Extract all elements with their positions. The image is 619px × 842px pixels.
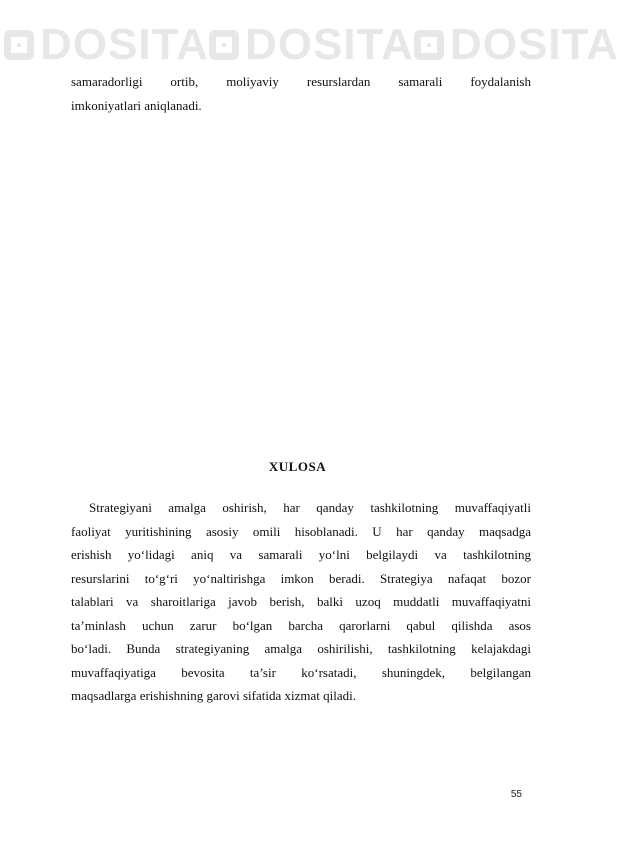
text-line: resurslarini to‘g‘ri yo‘naltirishga imkon beradi. Strategiya nafaqat bozor (71, 570, 531, 586)
conclusion-paragraph (71, 496, 531, 708)
text-line: ta’minlash uchun zarur bo‘lgan barcha qarorlarni qabul qilishda asos (71, 617, 531, 633)
text-line: bo‘ladi. Bunda strategiyaning amalga oshirilishi, tashkilotning kelajakdagi (71, 641, 531, 656)
watermark-text: DOSITA (449, 20, 619, 69)
text-line: muvaffaqiyatiga bevosita ta’sir ko‘rsatadi, shuningdek, belgilangan (71, 664, 531, 680)
text-line: faoliyat yuritishining asosiy omili hisoblanadi. U har qanday maqsadga (71, 523, 531, 539)
watermark (0, 20, 619, 69)
text-line: imkoniyatlari aniqlanadi. (71, 97, 202, 113)
text-line: samaradorligi ortib, moliyaviy resurslardan samarali foydalanish (71, 74, 531, 89)
watermark-text: DOSITA (40, 20, 209, 69)
watermark-logo (414, 22, 619, 68)
section-heading: XULOSA (268, 459, 327, 474)
text-line: erishish yo‘lidagi aniq va samarali yo‘lni belgilaydi va tashkilotning (71, 547, 531, 562)
page-number: 55 (510, 789, 522, 800)
intro-paragraph (71, 70, 531, 117)
text-line: maqsadlarga erishishning garovi sifatida xizmat qiladi. (71, 688, 356, 703)
text-line: Strategiyani amalga oshirish, har qanday tashkilotning muvaffaqiyatli (89, 500, 531, 515)
watermark-text: DOSITA (244, 20, 414, 69)
text-line: talablari va sharoitlariga javob berish, balki uzoq muddatli muvaffaqiyatni (71, 594, 531, 609)
watermark-logo (209, 22, 414, 68)
watermark-logo (4, 22, 209, 68)
